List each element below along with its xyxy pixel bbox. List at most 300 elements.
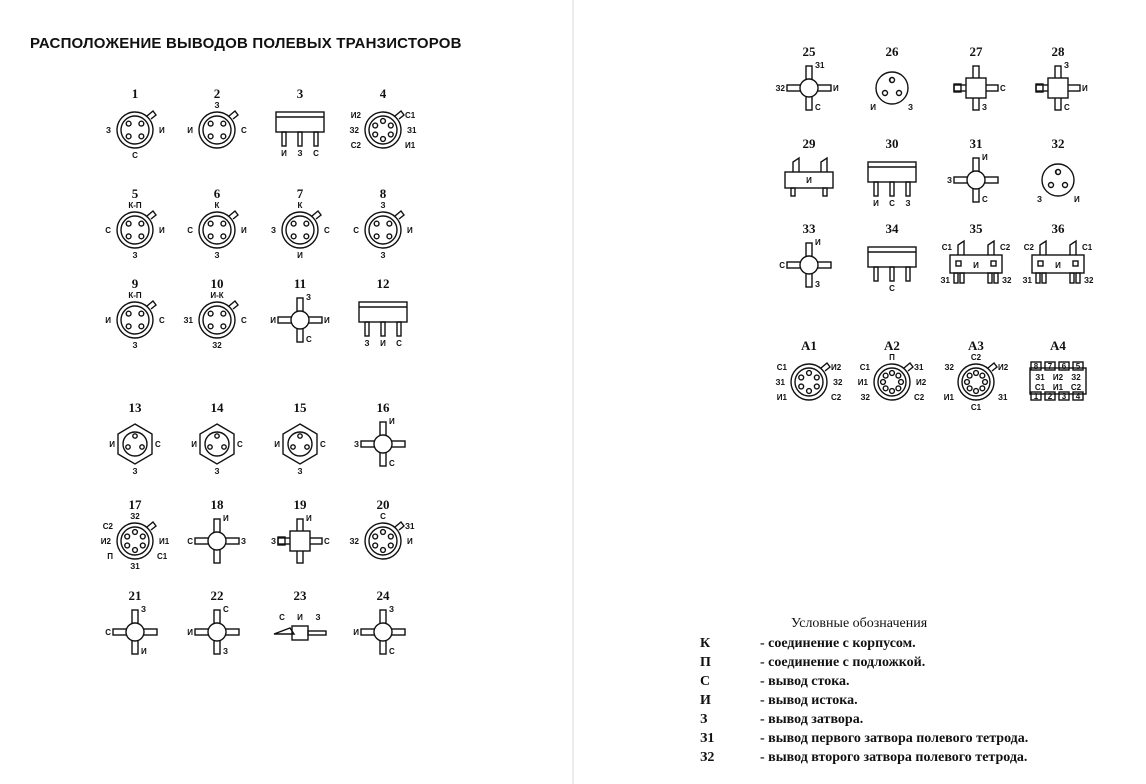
diagram-drawing bbox=[769, 44, 849, 124]
pin-hole bbox=[139, 221, 144, 226]
pin-hole bbox=[125, 543, 130, 548]
pin-label-bl: П bbox=[107, 552, 113, 561]
pinout-diagram-7 bbox=[260, 186, 340, 266]
pin-label-leg2: И bbox=[806, 176, 812, 185]
pinout-diagram-6 bbox=[177, 186, 257, 266]
lead-tl bbox=[958, 241, 964, 255]
pin-hole bbox=[373, 534, 378, 539]
lead-top bbox=[380, 610, 386, 624]
pin-hole bbox=[298, 434, 302, 438]
pin-label-mr: И1 bbox=[159, 537, 170, 546]
pinout-diagram-33 bbox=[769, 221, 849, 301]
pin-hole bbox=[140, 543, 145, 548]
lead-bottom-3 bbox=[1070, 273, 1074, 283]
pin-label-leg2: З bbox=[297, 149, 303, 158]
pin-label-leg2: С bbox=[889, 199, 895, 208]
pin-hole bbox=[1049, 183, 1054, 188]
lead-right bbox=[817, 262, 831, 268]
body-disc bbox=[208, 623, 226, 641]
pin-label-right: С bbox=[241, 126, 247, 135]
lead-bottom bbox=[214, 549, 220, 563]
case-inner bbox=[123, 432, 147, 456]
pad-right bbox=[1073, 261, 1078, 266]
pin-hole bbox=[381, 119, 386, 124]
pinout-diagram-А3 bbox=[936, 338, 1016, 418]
body-disc bbox=[126, 623, 144, 641]
pin-label-left: С bbox=[187, 537, 193, 546]
pin-hole bbox=[373, 132, 378, 137]
diagram-drawing bbox=[260, 400, 340, 480]
pin-label-right: С bbox=[1000, 84, 1006, 93]
pinout-diagram-9 bbox=[95, 276, 175, 356]
pin-label-left: С bbox=[779, 261, 785, 270]
lead-2 bbox=[890, 267, 894, 281]
pin-label-bottom: З2 bbox=[212, 341, 222, 350]
pin-label-leg2: С bbox=[889, 284, 895, 293]
pin-label-ml: З2 bbox=[349, 126, 359, 135]
diagram-number: 23 bbox=[293, 588, 307, 603]
case-outline bbox=[282, 212, 318, 248]
lead-left bbox=[361, 441, 375, 447]
diagram-number: 18 bbox=[210, 497, 224, 512]
diagram-drawing bbox=[95, 86, 175, 166]
legend-description: - вывод истока. bbox=[760, 693, 858, 708]
lead-bottom-1 bbox=[954, 273, 958, 283]
pinout-diagram-32 bbox=[1018, 136, 1098, 216]
body-disc bbox=[374, 623, 392, 641]
lead-top bbox=[806, 66, 812, 80]
legend-description: - соединение с подложкой. bbox=[760, 655, 926, 670]
pin-hole bbox=[388, 132, 393, 137]
case-outline bbox=[199, 302, 235, 338]
diagram-number: 22 bbox=[210, 588, 224, 603]
pin-label-top: П bbox=[889, 353, 895, 362]
lead-bottom bbox=[806, 273, 812, 287]
pin-label-top: К-П bbox=[128, 291, 142, 300]
pin-label-top: К bbox=[297, 201, 303, 210]
pin-hole bbox=[980, 386, 985, 391]
diagram-number: 2 bbox=[213, 86, 221, 101]
pin-label-left: З bbox=[270, 226, 276, 235]
diagram-drawing bbox=[343, 186, 423, 266]
pin-hole bbox=[126, 445, 130, 449]
diagram-number: 10 bbox=[210, 276, 224, 291]
pin-label-left: З1 bbox=[183, 316, 193, 325]
lead-right bbox=[225, 538, 239, 544]
diagram-drawing bbox=[852, 136, 932, 216]
pin-label-top: З1 bbox=[815, 61, 825, 70]
pin-label-bl: И1 bbox=[943, 393, 954, 402]
pin-label-ml: И1 bbox=[857, 378, 868, 387]
lead-top bbox=[806, 243, 812, 257]
body-disc bbox=[208, 532, 226, 550]
pin-label-bl: И1 bbox=[776, 393, 787, 402]
pin-label-tr: С2 bbox=[1000, 243, 1011, 252]
diagram-number: 4 bbox=[379, 86, 387, 101]
pinout-diagram-11 bbox=[260, 276, 340, 356]
pin-hole bbox=[133, 530, 138, 535]
pin-label-leg3: С bbox=[313, 149, 319, 158]
pinout-diagram-10 bbox=[177, 276, 257, 356]
lead-right bbox=[308, 631, 326, 635]
case-outline bbox=[199, 212, 235, 248]
pin-hole bbox=[807, 389, 812, 394]
pin-hole bbox=[222, 445, 226, 449]
pin-label-br: З2 bbox=[1084, 276, 1094, 285]
pin-hole bbox=[221, 234, 226, 239]
pin-label-bottom: З bbox=[223, 647, 229, 656]
diagram-number: 34 bbox=[885, 221, 899, 236]
pinout-diagram-26 bbox=[852, 44, 932, 124]
lead-3 bbox=[821, 158, 827, 172]
pin-label-ml: И2 bbox=[100, 537, 111, 546]
pin-label-tl: С2 bbox=[102, 522, 113, 531]
pin-hole bbox=[291, 445, 295, 449]
diagram-number: 1 bbox=[131, 86, 139, 101]
pin-label-right: З bbox=[241, 537, 247, 546]
diagram-drawing bbox=[852, 338, 932, 418]
lead-bottom-1 bbox=[1036, 273, 1040, 283]
pinout-diagram-28 bbox=[1018, 44, 1098, 124]
diagram-drawing bbox=[343, 276, 423, 356]
legend-description: - соединение с корпусом. bbox=[760, 636, 916, 651]
pin-hole bbox=[125, 534, 130, 539]
pin-label-leg1: С bbox=[279, 613, 285, 622]
lead-top bbox=[214, 519, 220, 533]
pin-label-bottom: С bbox=[815, 103, 821, 112]
pin-label-top: И bbox=[982, 153, 988, 162]
pin-label-bl: И bbox=[870, 103, 876, 112]
pin-label-bottom: З bbox=[132, 341, 138, 350]
pin-label-right: И bbox=[1082, 84, 1088, 93]
lead-bottom-4 bbox=[1076, 273, 1080, 283]
lead-3 bbox=[906, 182, 910, 196]
body-disc bbox=[800, 256, 818, 274]
case-inner bbox=[121, 527, 149, 555]
lead-left bbox=[195, 629, 209, 635]
pad-left bbox=[956, 261, 961, 266]
pin-label-left: С bbox=[187, 226, 193, 235]
pin-label-bottom: И bbox=[141, 647, 147, 656]
pin-hole bbox=[381, 530, 386, 535]
pinout-diagram-А2 bbox=[852, 338, 932, 418]
pin-label-top: З bbox=[389, 605, 395, 614]
pin-label-left: С bbox=[105, 226, 111, 235]
lead-left bbox=[954, 177, 968, 183]
lead-bottom bbox=[973, 188, 979, 202]
pinout-diagram-А4 bbox=[1018, 338, 1098, 418]
pinout-diagram-А1 bbox=[769, 338, 849, 418]
pin-label-top: С bbox=[889, 76, 895, 85]
pin-hole bbox=[126, 121, 131, 126]
pinout-diagram-4 bbox=[343, 86, 423, 166]
pin-hole bbox=[208, 311, 213, 316]
pin-label-top: З bbox=[1064, 61, 1070, 70]
pin-hole bbox=[133, 548, 138, 553]
diagram-drawing bbox=[852, 44, 932, 124]
pin-label-bottom: З bbox=[132, 251, 138, 260]
pin-hole bbox=[381, 137, 386, 142]
pin-hole bbox=[140, 534, 145, 539]
case-inner bbox=[286, 216, 314, 244]
pin-hole bbox=[980, 373, 985, 378]
lead-3 bbox=[314, 132, 318, 146]
pin-label-ml: З2 bbox=[349, 537, 359, 546]
case-inner bbox=[288, 432, 312, 456]
pin-hole bbox=[208, 221, 213, 226]
pinout-diagram-8 bbox=[343, 186, 423, 266]
pin-label-br: С2 bbox=[831, 393, 842, 402]
pin-label-mr: И2 bbox=[916, 378, 927, 387]
diagram-drawing bbox=[95, 276, 175, 356]
diagram-number: А1 bbox=[801, 338, 817, 353]
pin-hole bbox=[139, 324, 144, 329]
case-inner bbox=[203, 216, 231, 244]
lead-left bbox=[278, 317, 292, 323]
pin-label-right: С bbox=[237, 440, 243, 449]
case-outline bbox=[365, 112, 401, 148]
lead-right bbox=[143, 629, 157, 635]
lead-left bbox=[113, 629, 127, 635]
diagram-number: 28 bbox=[1051, 44, 1065, 59]
lead-top bbox=[973, 158, 979, 172]
pin-label-right: И bbox=[833, 84, 839, 93]
pin-label-right: С bbox=[155, 440, 161, 449]
body-disc bbox=[967, 171, 985, 189]
case-outline bbox=[365, 523, 401, 559]
pin-hole bbox=[967, 373, 972, 378]
pinout-diagram-15 bbox=[260, 400, 340, 480]
pin-label-leg2: И bbox=[380, 339, 386, 348]
pin-label-tr: И2 bbox=[831, 363, 842, 372]
strip-body bbox=[292, 626, 308, 640]
lead-bottom bbox=[806, 96, 812, 110]
diagram-drawing bbox=[852, 221, 932, 301]
pin-hole bbox=[139, 134, 144, 139]
pin-label-left: И bbox=[187, 628, 193, 637]
legend-code: З2 bbox=[700, 750, 715, 765]
pin-hole bbox=[1063, 183, 1068, 188]
pin-label-br: З1 bbox=[998, 393, 1008, 402]
flat-body bbox=[276, 112, 324, 132]
lead-1 bbox=[365, 322, 369, 336]
pin-hole bbox=[883, 373, 888, 378]
pin-label-left: И bbox=[191, 440, 197, 449]
lead-3 bbox=[906, 267, 910, 281]
pinout-diagram-1 bbox=[95, 86, 175, 166]
pinout-diagram-2 bbox=[177, 86, 257, 166]
flat-body bbox=[868, 162, 916, 182]
pin-label-left: З2 bbox=[775, 84, 785, 93]
case-outline bbox=[958, 364, 994, 400]
pin-label-bottom: З bbox=[214, 251, 220, 260]
pin-label-top: С bbox=[380, 512, 386, 521]
diagram-number: 30 bbox=[885, 136, 899, 151]
pin-label-bottom: С bbox=[1064, 103, 1070, 112]
pin-hole bbox=[373, 123, 378, 128]
chip-inner-top-label: И2 bbox=[1052, 373, 1064, 382]
diagram-drawing bbox=[260, 497, 340, 577]
pin-label-top: К bbox=[214, 201, 220, 210]
pin-label-left: И bbox=[109, 440, 115, 449]
diagram-drawing bbox=[936, 221, 1016, 301]
lead-top bbox=[380, 422, 386, 436]
chip-pin-bottom-label: 1 bbox=[1033, 392, 1039, 401]
diagram-number: 27 bbox=[969, 44, 983, 59]
pin-label-right: С bbox=[324, 537, 330, 546]
pin-label-bottom: С bbox=[389, 459, 395, 468]
pin-label-top: С2 bbox=[970, 353, 982, 362]
pin-hole bbox=[881, 380, 886, 385]
pin-label-top: З bbox=[306, 293, 312, 302]
diagram-drawing bbox=[177, 588, 257, 668]
pin-hole bbox=[388, 123, 393, 128]
pin-hole bbox=[974, 371, 979, 376]
pin-hole bbox=[221, 221, 226, 226]
pin-label-left: С bbox=[353, 226, 359, 235]
diagram-number: 20 bbox=[376, 497, 390, 512]
pinout-diagram-34 bbox=[852, 221, 932, 301]
pin-hole bbox=[374, 221, 379, 226]
diagram-number: 7 bbox=[296, 186, 304, 201]
pin-label-top: С bbox=[1055, 168, 1061, 177]
legend-description: - вывод первого затвора полевого тетрода. bbox=[760, 731, 1029, 746]
pin-hole bbox=[221, 121, 226, 126]
pinout-diagram-13 bbox=[95, 400, 175, 480]
pad-right bbox=[991, 261, 996, 266]
pin-label-top: З bbox=[214, 101, 220, 110]
lead-left bbox=[787, 262, 801, 268]
pin-hole bbox=[896, 373, 901, 378]
lead-bottom-3 bbox=[988, 273, 992, 283]
pin-label-br: С1 bbox=[157, 552, 168, 561]
diagram-number: 21 bbox=[128, 588, 142, 603]
pin-label-tl: С1 bbox=[776, 363, 787, 372]
lead-bottom-2 bbox=[1042, 273, 1046, 283]
diagram-drawing bbox=[1018, 136, 1098, 216]
pin-hole bbox=[974, 389, 979, 394]
body-square bbox=[1048, 78, 1068, 98]
pin-hole bbox=[291, 221, 296, 226]
pin-label-left: И bbox=[353, 628, 359, 637]
diagram-number: 24 bbox=[376, 588, 390, 603]
pin-label-tr: З1 bbox=[405, 522, 415, 531]
legend-code: З bbox=[700, 712, 708, 727]
diagram-drawing bbox=[260, 186, 340, 266]
lead-left bbox=[195, 538, 209, 544]
chip-pin-top-label: 7 bbox=[1047, 362, 1053, 371]
pin-hole bbox=[126, 234, 131, 239]
lead-3 bbox=[397, 322, 401, 336]
pin-hole bbox=[304, 221, 309, 226]
body-square bbox=[290, 531, 310, 551]
pin-label-leg1: И bbox=[281, 149, 287, 158]
pin-hole bbox=[799, 384, 804, 389]
pin-label-bl: З1 bbox=[1022, 276, 1032, 285]
pin-label-top: З bbox=[380, 201, 386, 210]
body-disc bbox=[800, 79, 818, 97]
diagram-number: 25 bbox=[802, 44, 816, 59]
case-outline bbox=[117, 212, 153, 248]
pin-label-right: И bbox=[407, 226, 413, 235]
pin-label-bottom: С1 bbox=[970, 403, 982, 412]
diagram-drawing bbox=[177, 497, 257, 577]
lead-bottom-2 bbox=[960, 273, 964, 283]
legend-title: Условные обозначения bbox=[791, 616, 928, 631]
legend-code: И bbox=[700, 693, 711, 708]
pin-label-bl: С2 bbox=[350, 141, 361, 150]
pin-label-tr: И2 bbox=[998, 363, 1009, 372]
case-inner bbox=[369, 527, 397, 555]
case-inner bbox=[203, 306, 231, 334]
pin-label-bl: З1 bbox=[940, 276, 950, 285]
pinout-diagram-12 bbox=[343, 276, 423, 356]
lead-tr bbox=[988, 241, 994, 255]
pin-label-mid: И bbox=[973, 261, 979, 270]
lead-1 bbox=[793, 158, 799, 172]
pin-hole bbox=[126, 324, 131, 329]
legend-description: - вывод затвора. bbox=[760, 712, 864, 727]
pin-label-mr: З2 bbox=[833, 378, 843, 387]
pin-label-right: С bbox=[241, 316, 247, 325]
diagram-number: 29 bbox=[802, 136, 816, 151]
pin-label-leg3: С bbox=[396, 339, 402, 348]
pin-label-leg1: И bbox=[873, 199, 879, 208]
pin-hole bbox=[883, 91, 888, 96]
diagram-drawing bbox=[260, 276, 340, 356]
case-outline bbox=[117, 302, 153, 338]
diagram-drawing bbox=[95, 497, 175, 577]
pin-label-bottom: С bbox=[389, 647, 395, 656]
pin-hole bbox=[304, 234, 309, 239]
pin-hole bbox=[799, 375, 804, 380]
pin-hole bbox=[133, 434, 137, 438]
pad-left bbox=[1038, 261, 1043, 266]
diagram-number: 19 bbox=[293, 497, 307, 512]
pinout-diagram-22 bbox=[177, 588, 257, 668]
pin-hole bbox=[139, 121, 144, 126]
diagram-drawing bbox=[177, 186, 257, 266]
lead-tr bbox=[1070, 241, 1076, 255]
case-inner bbox=[205, 432, 229, 456]
pin-label-right: И bbox=[324, 316, 330, 325]
case-outline bbox=[874, 364, 910, 400]
pin-label-right: С bbox=[159, 316, 165, 325]
case-inner bbox=[962, 368, 990, 396]
pin-label-left: З bbox=[353, 440, 359, 449]
diagram-drawing bbox=[343, 588, 423, 668]
pin-hole bbox=[387, 234, 392, 239]
diagram-number: 35 bbox=[969, 221, 983, 236]
diagram-number: 13 bbox=[128, 400, 142, 415]
pin-label-br: И1 bbox=[405, 141, 416, 150]
case-inner bbox=[369, 216, 397, 244]
chip-pin-top-label: 8 bbox=[1033, 362, 1039, 371]
lead-right bbox=[391, 629, 405, 635]
case-inner bbox=[203, 116, 231, 144]
lead-1 bbox=[874, 182, 878, 196]
pin-hole bbox=[374, 234, 379, 239]
pin-hole bbox=[388, 534, 393, 539]
lead-left bbox=[787, 85, 801, 91]
lead-right bbox=[391, 441, 405, 447]
pinout-diagram-35 bbox=[936, 221, 1016, 301]
pinout-diagram-25 bbox=[769, 44, 849, 124]
pin-hole bbox=[983, 380, 988, 385]
pin-hole bbox=[221, 324, 226, 329]
pin-label-mr: З1 bbox=[407, 126, 417, 135]
flat-body bbox=[359, 302, 407, 322]
